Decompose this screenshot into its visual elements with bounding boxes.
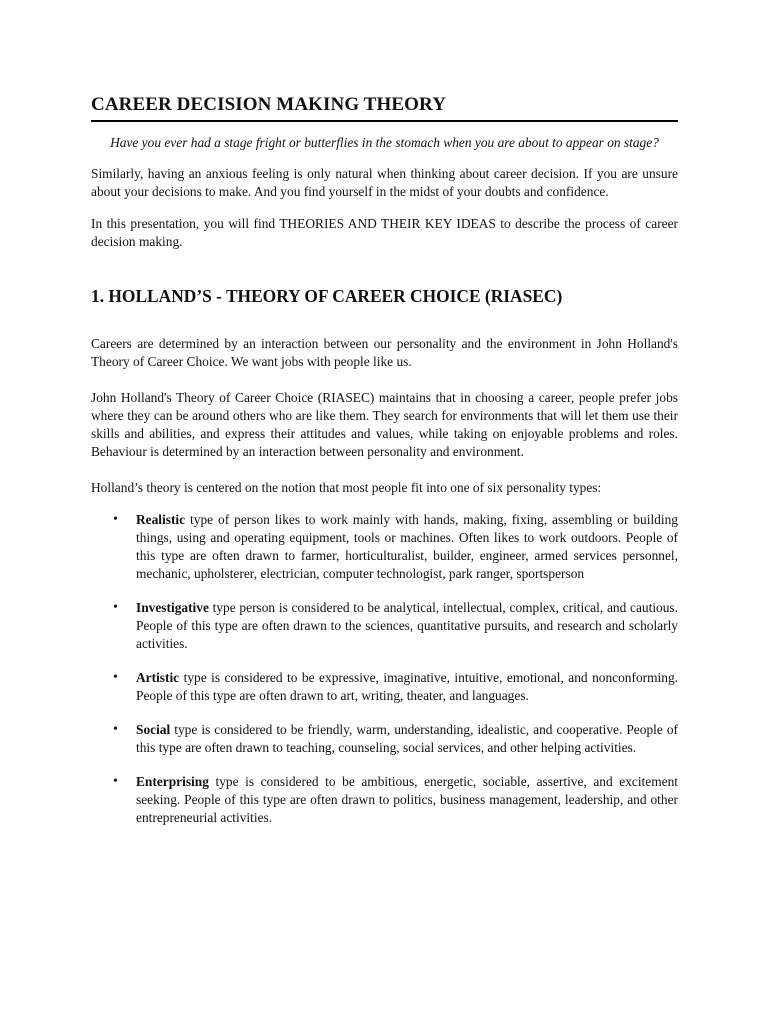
type-name: Artistic [136,670,180,685]
list-item [91,511,678,583]
type-name: Realistic [136,512,186,527]
bullet-icon: • [113,670,118,685]
section-paragraph: Careers are determined by an interaction between our personality and the environment in John Holland's Theory of Career Choice. We want jobs with people like us. [91,336,678,369]
type-description: type is considered to be expressive, imaginative, intuitive, emotional, and nonconforming. People of this type are often drawn to art, writing, theater, and languages. [136,670,678,703]
list-item [91,721,678,757]
type-description: type is considered to be ambitious, energetic, sociable, assertive, and excitement seeking. People of this type are often drawn to politics, business management, leadership, and other entrepreneurial activities. [136,774,678,825]
type-description: type person is considered to be analytical, intellectual, complex, critical, and cautious. People of this type are often drawn to the sciences, quantitative pursuits, and research and scholarly activities. [136,600,678,651]
type-name: Enterprising [136,774,209,789]
type-description: type of person likes to work mainly with hands, making, fixing, assembling or building things, using and operating equipment, tools or machines. Often likes to work outdoors. People of this type are often drawn to farmer, horticulturalist, builder, engineer, armed services personnel, mechanic, upholsterer, electrician, computer technologist, park ranger, sportsperson [136,512,678,581]
list-item [91,773,678,827]
type-name: Social [136,722,171,737]
type-description: type is considered to be friendly, warm, understanding, idealistic, and cooperative. People of this type are often drawn to teaching, counseling, social services, and other helping activities. [136,722,678,755]
document-page [91,93,678,827]
section-paragraph: Holland’s theory is centered on the notion that most people fit into one of six personality types: [91,480,602,495]
list-item [91,669,678,705]
document-title: CAREER DECISION MAKING THEORY [91,93,678,122]
section-heading: 1. HOLLAND’S - THEORY OF CAREER CHOICE (RIASEC) [91,286,563,306]
bullet-icon: • [113,774,118,789]
bullet-icon: • [113,722,118,737]
personality-types-list [91,511,678,827]
intro-question: Have you ever had a stage fright or butterflies in the stomach when you are about to appear on stage? [110,135,659,150]
bullet-icon: • [113,512,118,527]
bullet-icon: • [113,600,118,615]
list-item [91,599,678,653]
type-name: Investigative [136,600,209,615]
section-paragraph: John Holland's Theory of Career Choice (RIASEC) maintains that in choosing a career, people prefer jobs where they can be around others who are like them. They search for environments that will let them use their skills and abilities, and express their attitudes and values, while taking on enjoyable problems and roles. Behaviour is determined by an interaction between personality and environment. [91,390,678,459]
intro-paragraph: In this presentation, you will find THEORIES AND THEIR KEY IDEAS to describe the process of career decision making. [91,216,678,249]
intro-paragraph: Similarly, having an anxious feeling is only natural when thinking about career decision. If you are unsure about your decisions to make. And you find yourself in the midst of your doubts and confidence. [91,166,678,199]
